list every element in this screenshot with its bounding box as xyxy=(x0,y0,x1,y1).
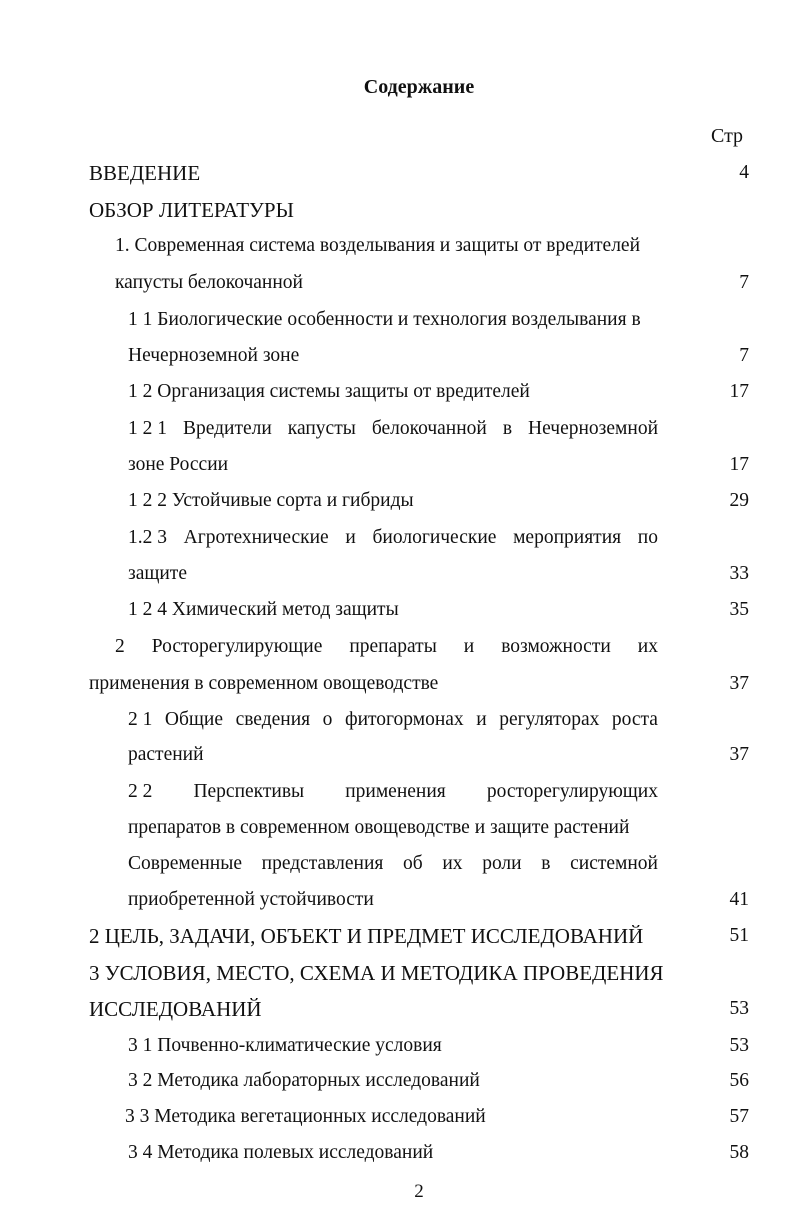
toc-entry-s3-3: 3 3 Методика вегетационных исследований xyxy=(125,1106,486,1127)
word: мероприятия xyxy=(513,527,622,548)
word: 2 1 xyxy=(128,709,153,730)
toc-entry-s1-2-1-line1 xyxy=(128,417,658,441)
word: росторегулирующих xyxy=(486,781,658,802)
toc-page-intro: 4 xyxy=(739,162,749,183)
word: фитогормонах xyxy=(344,709,464,730)
word: 2 xyxy=(115,636,125,657)
toc-page-s3-4: 58 xyxy=(729,1142,749,1163)
toc-page-ch2: 51 xyxy=(729,925,749,946)
word: 1 2 1 xyxy=(128,418,167,439)
toc-page-s1: 7 xyxy=(739,272,749,293)
toc-page-s2: 37 xyxy=(729,673,749,694)
toc-entry-s1-2-1-line2: зоне России xyxy=(128,454,229,475)
toc-page-s2-1: 37 xyxy=(729,744,749,765)
toc-page-ch3: 53 xyxy=(729,998,749,1019)
word: представления xyxy=(261,853,384,874)
word: применения xyxy=(345,781,446,802)
toc-entry-s2-2-line3 xyxy=(128,852,658,876)
toc-entry-s1-2-3-line1 xyxy=(128,526,658,550)
word: 1.2 3 xyxy=(128,527,167,548)
word: Агротехнические xyxy=(183,527,329,548)
toc-title: Содержание xyxy=(363,76,475,98)
toc-entry-s2-1-line1 xyxy=(128,708,658,732)
word: об xyxy=(403,853,423,874)
toc-entry-s1-1-line1: 1 1 Биологические особенности и технология возделывания в xyxy=(128,309,641,330)
word: и xyxy=(463,636,475,657)
toc-entry-ch3-line1: 3 УСЛОВИЯ, МЕСТО, СХЕМА И МЕТОДИКА ПРОВЕДЕНИЯ xyxy=(89,961,664,985)
toc-page-s3-2: 56 xyxy=(729,1070,749,1091)
toc-page-s1-2-4: 35 xyxy=(729,599,749,620)
toc-entry-s1-2-3-line2: защите xyxy=(128,563,187,584)
word: 2 2 xyxy=(128,781,153,802)
word: и xyxy=(476,709,487,730)
word: роли xyxy=(482,853,522,874)
toc-page-s1-2: 17 xyxy=(729,381,749,402)
toc-entry-s1-1-line2: Нечерноземной зоне xyxy=(128,345,300,366)
toc-page-s1-2-2: 29 xyxy=(729,490,749,511)
word: биологические xyxy=(372,527,497,548)
toc-entry-s3-1: 3 1 Почвенно-климатические условия xyxy=(128,1035,442,1056)
word: системной xyxy=(570,853,658,874)
word: в xyxy=(541,853,551,874)
word: Перспективы xyxy=(193,781,305,802)
page-number: 2 xyxy=(414,1181,424,1202)
word: белокочанной xyxy=(371,418,487,439)
page-column-label: Стр xyxy=(711,125,744,147)
toc-entry-s2-2-line1 xyxy=(128,780,658,804)
word: в xyxy=(502,418,513,439)
word: капусты xyxy=(287,418,356,439)
toc-entry-s1-2-4: 1 2 4 Химический метод защиты xyxy=(128,599,399,620)
toc-page-s1-2-3: 33 xyxy=(729,563,749,584)
toc-entry-s2-line1 xyxy=(115,635,658,659)
toc-page-s2-2: 41 xyxy=(729,889,749,910)
toc-entry-s3-2: 3 2 Методика лабораторных исследований xyxy=(128,1070,480,1091)
word: о xyxy=(322,709,333,730)
toc-entry-s1-line1: 1. Современная система возделывания и защиты от вредителей xyxy=(115,235,641,256)
word: Современные xyxy=(128,853,242,874)
word: Нечерноземной xyxy=(528,418,658,439)
toc-entry-s2-2-line4: приобретенной устойчивости xyxy=(128,889,374,910)
word: регуляторах xyxy=(499,709,600,730)
word: возможности xyxy=(501,636,611,657)
word: сведения xyxy=(235,709,311,730)
word: Общие xyxy=(164,709,224,730)
toc-entry-review: ОБЗОР ЛИТЕРАТУРЫ xyxy=(89,198,294,222)
toc-entry-ch3-line2: ИССЛЕДОВАНИЙ xyxy=(89,997,262,1021)
toc-entry-s3-4: 3 4 Методика полевых исследований xyxy=(128,1142,434,1163)
toc-page-s1-2-1: 17 xyxy=(729,454,749,475)
toc-page-s1-1: 7 xyxy=(739,345,749,366)
toc-entry-s1-2-2: 1 2 2 Устойчивые сорта и гибриды xyxy=(128,490,414,511)
toc-entry-s2-1-line2: растений xyxy=(128,744,204,765)
toc-entry-s1-line2: капусты белокочанной xyxy=(115,272,303,293)
word: и xyxy=(345,527,356,548)
word: Росторегулирующие xyxy=(151,636,323,657)
toc-page-s3-1: 53 xyxy=(729,1035,749,1056)
toc-page-s3-3: 57 xyxy=(729,1106,749,1127)
word: их xyxy=(442,853,463,874)
toc-entry-intro: ВВЕДЕНИЕ xyxy=(89,161,201,185)
word: Вредители xyxy=(182,418,272,439)
word: по xyxy=(637,527,658,548)
toc-entry-s1-2: 1 2 Организация системы защиты от вредителей xyxy=(128,381,530,402)
toc-entry-s2-2-line2: препаратов в современном овощеводстве и защите растений xyxy=(128,817,630,838)
toc-entry-ch2: 2 ЦЕЛЬ, ЗАДАЧИ, ОБЪЕКТ И ПРЕДМЕТ ИССЛЕДОВАНИЙ xyxy=(89,924,644,948)
word: препараты xyxy=(349,636,437,657)
toc-entry-s2-line2: применения в современном овощеводстве xyxy=(89,673,439,694)
word: их xyxy=(637,636,658,657)
word: роста xyxy=(611,709,658,730)
